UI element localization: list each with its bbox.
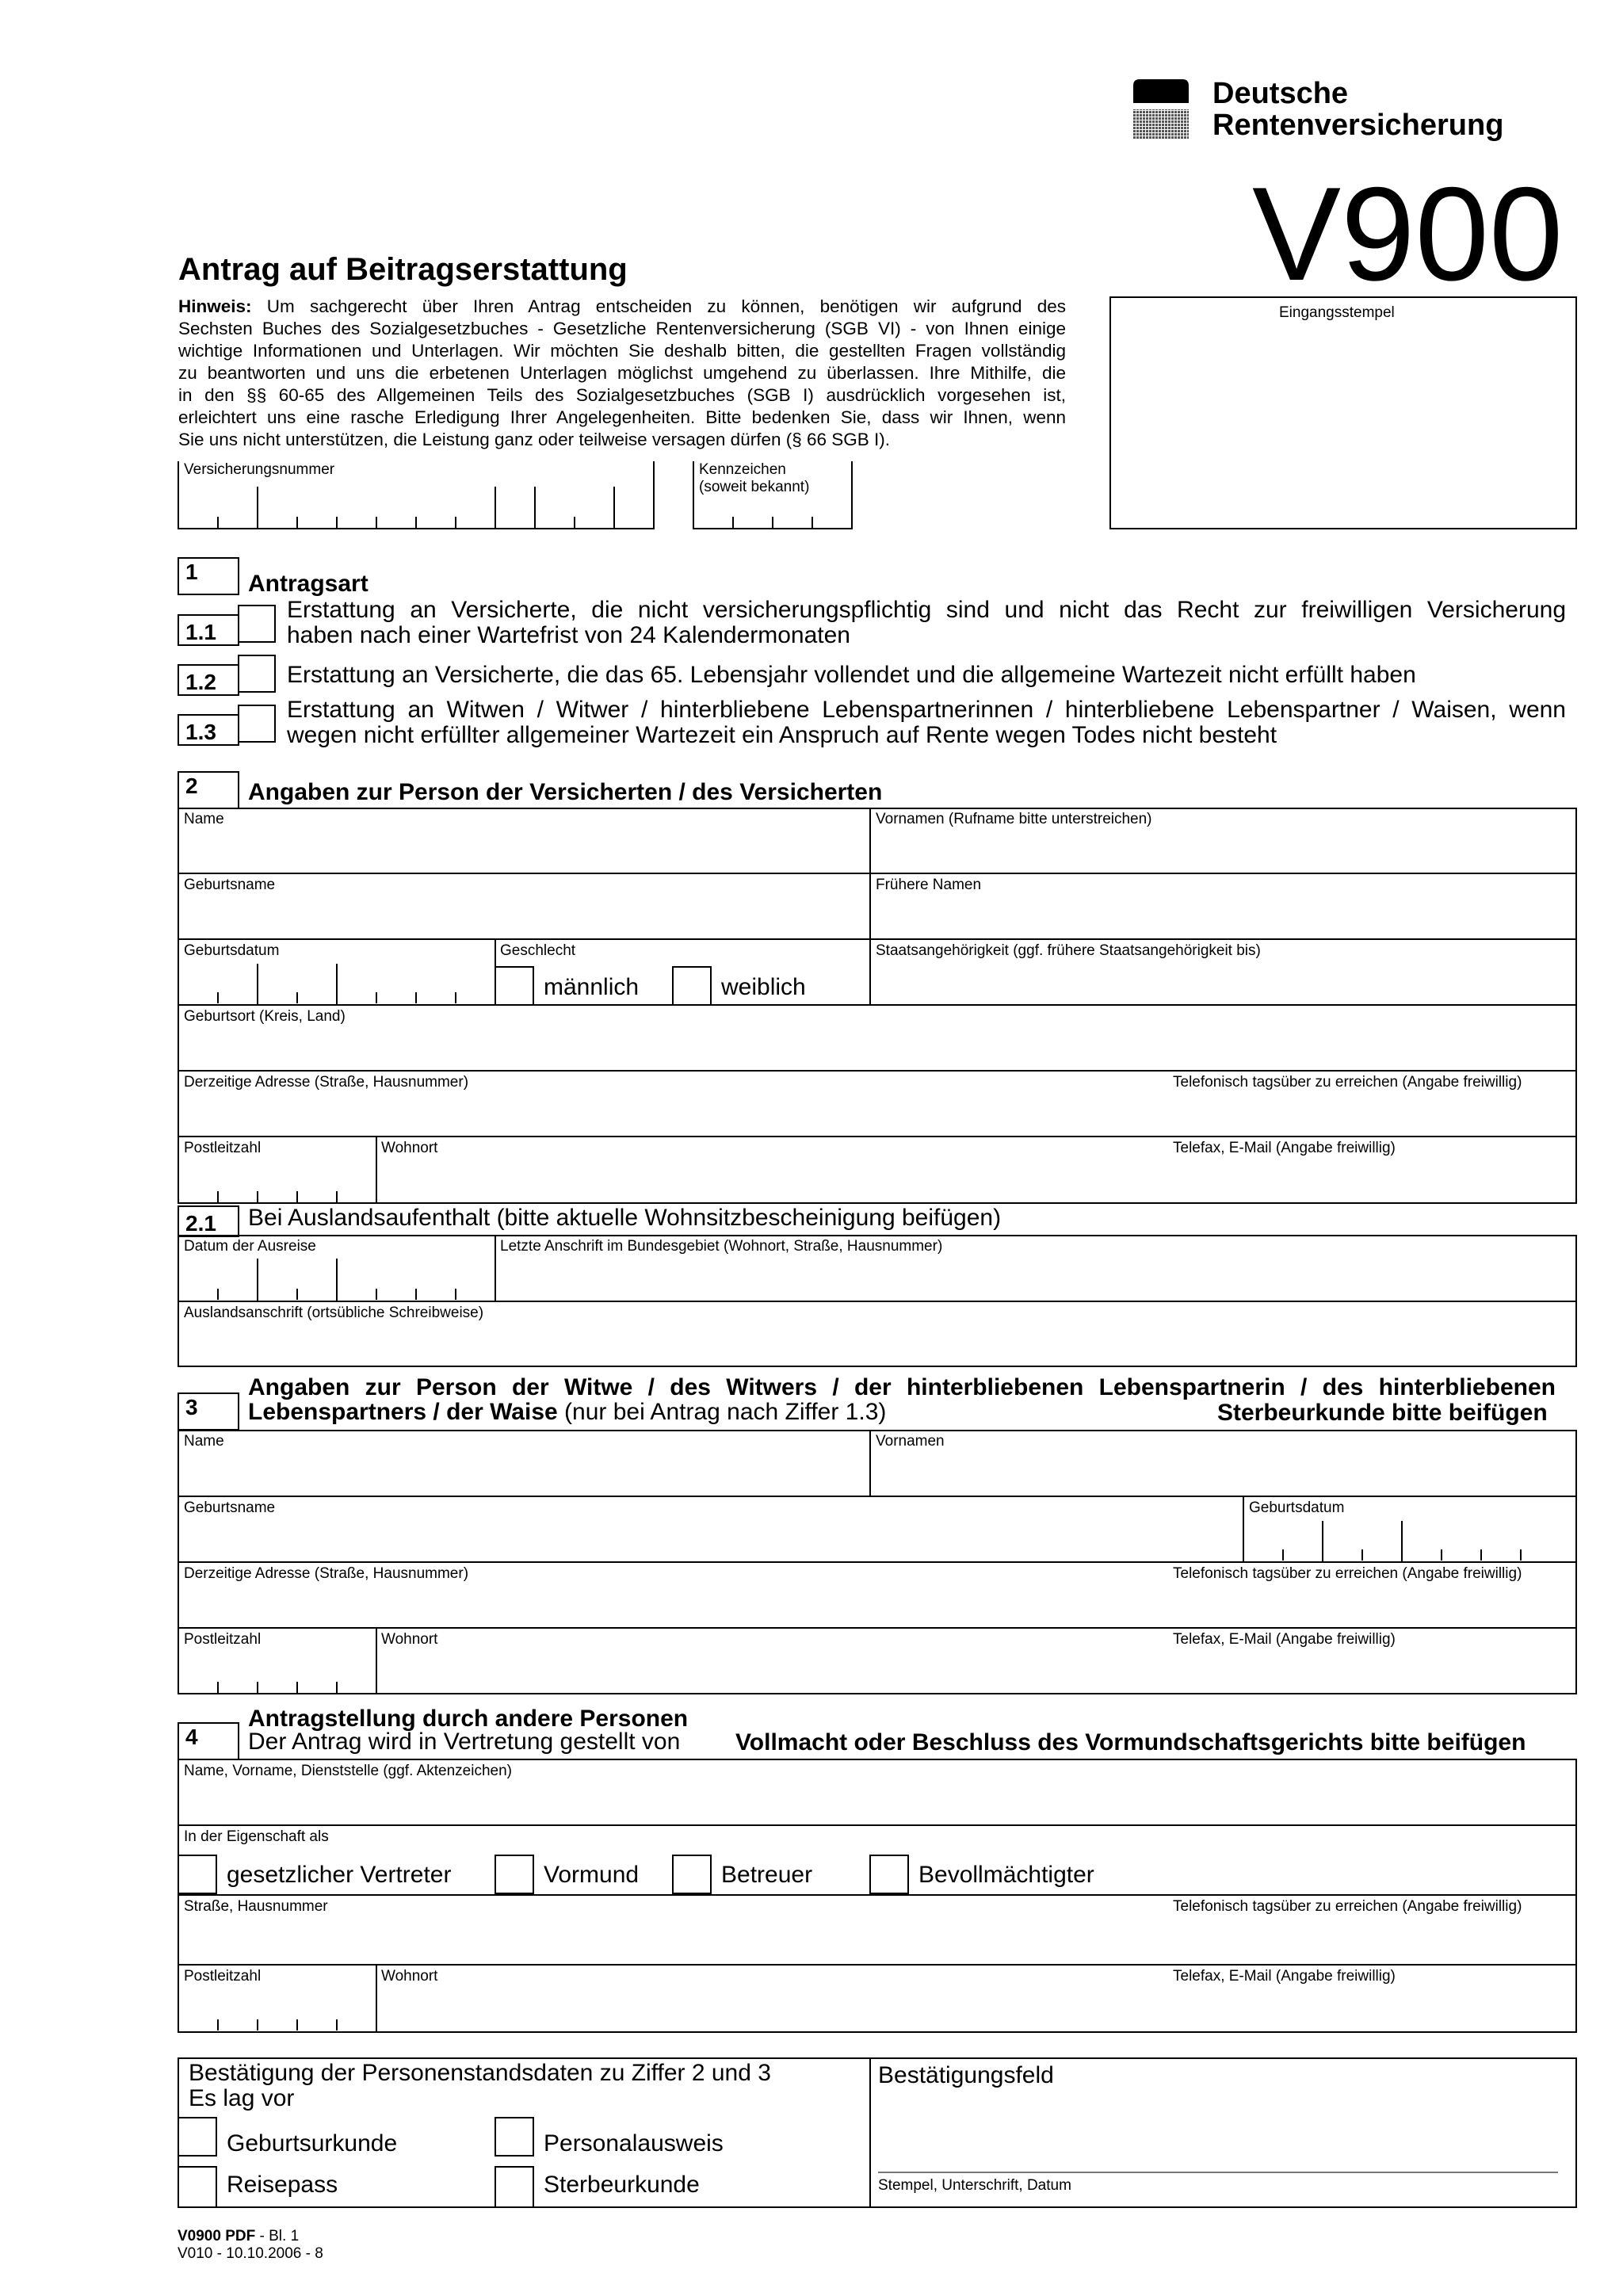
s2-vornamen-label: Vornamen (Rufname bitte unterstreichen)	[876, 811, 1152, 827]
s2-adresse-label: Derzeitige Adresse (Straße, Hausnummer)	[184, 1074, 469, 1091]
logo-line1: Deutsche	[1212, 77, 1349, 110]
section-3-number: 3	[178, 1392, 239, 1431]
s2-maennlich-checkbox[interactable]	[495, 966, 534, 1006]
s2-staatsangehoerigkeit-label: Staatsangehörigkeit (ggf. frühere Staatsangehörigkeit bis)	[876, 942, 1261, 959]
section-3-title-line2: Lebenspartners / der Waise (nur bei Antrag nach Ziffer 1.3)	[248, 1399, 887, 1425]
s3-plz-label: Postleitzahl	[184, 1631, 262, 1648]
logo	[1133, 78, 1506, 149]
s3-telefon-label: Telefonisch tagsüber zu erreichen (Angabe freiwillig)	[1173, 1565, 1522, 1582]
s2-geschlecht-label: Geschlecht	[500, 942, 576, 959]
hint-text: Hinweis: Um sachgerecht über Ihren Antrag entscheiden zu können, benötigen wir aufgrund des Sechsten Buches des Sozialgesetzbuches - Gesetzliche Rentenversicherung (SGB VI) - von Ihnen einige wichtige Informationen und Unterlagen. Wir möchten Sie deshalb bitten, die gestellten Fragen vollständig zu beantworten und uns die erbetenen Unterlagen möglichst umgehend zu überlassen. Ihre Mithilfe, die in den §§ 60-65 des Allgemeinen Teils des Sozialgesetzbuches (SGB I) ausdrücklich vorgesehen ist, erleichtert uns eine rasche Erledigung Ihrer Angelegenheiten. Bitte bedenken Sie, dass wir Ihnen, wenn Sie uns nicht unterstützen, die Leistung ganz oder teilweise versagen dürfen (§ 66 SGB I).	[178, 296, 1066, 449]
footer-version: V010 - 10.10.2006 - 8	[178, 2245, 323, 2262]
s4-bevollmaechtigter-label: Bevollmächtigter	[918, 1862, 1094, 1888]
s3-name-label: Name	[184, 1433, 224, 1450]
s2-weiblich-label: weiblich	[721, 974, 806, 1000]
option-1-2-text: Erstattung an Versicherte, die das 65. Lebensjahr vollendet und die allgemeine Wartezeit nicht erfüllt haben	[287, 662, 1416, 688]
confirm-title-line1: Bestätigung der Personenstandsdaten zu Ziffer 2 und 3	[189, 2060, 771, 2086]
s3-geburtsdatum-field[interactable]	[1243, 1496, 1577, 1563]
s2-plz-label: Postleitzahl	[184, 1140, 262, 1156]
option-1-3-text: Erstattung an Witwen / Witwer / hinterbliebene Lebenspartnerinnen / hinterbliebene Lebenspartner / Waisen, wenn wegen nicht erfüllter allgemeiner Wartezeit ein Anspruch auf Rente wegen Todes nicht besteht	[287, 697, 1566, 748]
section-1-title: Antragsart	[248, 571, 369, 597]
option-1-2-number: 1.2	[178, 664, 239, 696]
confirm-geburtsurkunde-label: Geburtsurkunde	[227, 2130, 398, 2157]
s4-gesetzlicher-vertreter-label: gesetzlicher Vertreter	[227, 1862, 452, 1888]
s4-gesetzlicher-vertreter-checkbox[interactable]	[178, 1855, 217, 1894]
s2-maennlich-label: männlich	[544, 974, 640, 1000]
s4-telefon-label: Telefonisch tagsüber zu erreichen (Angabe freiwillig)	[1173, 1898, 1522, 1915]
s3-telefax-label: Telefax, E-Mail (Angabe freiwillig)	[1173, 1631, 1396, 1648]
s2-geburtsname-label: Geburtsname	[184, 877, 276, 893]
s3-plz-field[interactable]	[178, 1627, 376, 1694]
insurance-number-label: Versicherungsnummer	[184, 461, 335, 478]
s4-strasse-label: Straße, Hausnummer	[184, 1898, 328, 1915]
s4-plz-field[interactable]	[178, 1964, 376, 2033]
s3-vornamen-label: Vornamen	[876, 1433, 945, 1450]
confirm-sterbeurkunde-checkbox[interactable]	[495, 2166, 534, 2208]
s4-name-label: Name, Vorname, Dienststelle (ggf. Aktenzeichen)	[184, 1763, 512, 1779]
s21-auslandsanschrift-label: Auslandsanschrift (ortsübliche Schreibweise)	[184, 1305, 484, 1321]
s2-wohnort-label: Wohnort	[381, 1140, 438, 1156]
option-1-1-text: Erstattung an Versicherte, die nicht versicherungspflichtig sind und nicht das Recht zur freiwilligen Versicherung haben nach einer Wartefrist von 24 Kalendermonaten	[287, 597, 1566, 648]
option-1-3-number: 1.3	[178, 714, 239, 746]
s2-name-label: Name	[184, 811, 224, 827]
section-2-number: 2	[178, 771, 239, 809]
page-title: Antrag auf Beitragserstattung	[178, 252, 628, 287]
section-2-1-number: 2.1	[178, 1205, 239, 1237]
s3-wohnort-label: Wohnort	[381, 1631, 438, 1648]
section-4-table	[178, 1759, 1577, 2033]
confirm-sterbeurkunde-label: Sterbeurkunde	[544, 2172, 700, 2198]
section-1-number: 1	[178, 557, 239, 595]
stamp-box	[1109, 296, 1577, 529]
confirm-reisepass-checkbox[interactable]	[178, 2166, 217, 2208]
option-1-1-checkbox[interactable]	[238, 605, 276, 643]
s2-telefax-label: Telefax, E-Mail (Angabe freiwillig)	[1173, 1140, 1396, 1156]
stamp-label: Eingangsstempel	[1279, 304, 1395, 321]
s4-betreuer-checkbox[interactable]	[672, 1855, 712, 1894]
section-3-note: Sterbeurkunde bitte beifügen	[1217, 1400, 1548, 1426]
confirm-reisepass-label: Reisepass	[227, 2172, 338, 2198]
section-4-number: 4	[178, 1722, 239, 1760]
s21-datum-ausreise-label: Datum der Ausreise	[184, 1238, 316, 1255]
section-2-title: Angaben zur Person der Versicherten / des Versicherten	[248, 779, 883, 805]
s2-geburtsort-label: Geburtsort (Kreis, Land)	[184, 1008, 346, 1025]
confirm-personalausweis-label: Personalausweis	[544, 2130, 724, 2157]
s4-eigenschaft-label: In der Eigenschaft als	[184, 1828, 329, 1845]
section-4-note: Vollmacht oder Beschluss des Vormundschaftsgerichts bitte beifügen	[735, 1729, 1526, 1755]
confirm-personalausweis-checkbox[interactable]	[495, 2117, 534, 2157]
logo-mark-icon	[1133, 79, 1189, 139]
s2-weiblich-checkbox[interactable]	[672, 966, 712, 1006]
logo-line2: Rentenversicherung	[1212, 109, 1504, 142]
option-1-2-checkbox[interactable]	[238, 655, 276, 693]
s3-geburtsname-label: Geburtsname	[184, 1499, 276, 1516]
confirm-geburtsurkunde-checkbox[interactable]	[178, 2117, 217, 2157]
section-2-1-title: Bei Auslandsaufenthalt (bitte aktuelle Wohnsitzbescheinigung beifügen)	[248, 1205, 1002, 1231]
s21-datum-ausreise-field[interactable]	[178, 1235, 495, 1302]
s4-telefax-label: Telefax, E-Mail (Angabe freiwillig)	[1173, 1968, 1396, 1985]
s2-geburtsdatum-field[interactable]	[178, 938, 495, 1006]
s21-letzte-anschrift-label: Letzte Anschrift im Bundesgebiet (Wohnort, Straße, Hausnummer)	[500, 1238, 943, 1255]
confirm-field-title: Bestätigungsfeld	[878, 2062, 1054, 2088]
section-3-title-line1: Angaben zur Person der Witwe / des Witwers / der hinterbliebenen Lebenspartnerin / des hinterbliebenen	[248, 1374, 1556, 1400]
hint-label: Hinweis:	[178, 296, 252, 316]
s4-bevollmaechtigter-checkbox[interactable]	[869, 1855, 909, 1894]
insurance-number-field[interactable]	[178, 461, 655, 529]
s2-geburtsdatum-label: Geburtsdatum	[184, 942, 280, 959]
confirm-title-line2: Es lag vor	[189, 2085, 295, 2111]
option-1-3-checkbox[interactable]	[238, 705, 276, 743]
s2-fruehere-namen-label: Frühere Namen	[876, 877, 982, 893]
s4-plz-label: Postleitzahl	[184, 1968, 262, 1985]
confirm-stamp-signature-label: Stempel, Unterschrift, Datum	[878, 2177, 1071, 2194]
s4-vormund-checkbox[interactable]	[495, 1855, 534, 1894]
s4-vormund-label: Vormund	[544, 1862, 640, 1888]
kennzeichen-field[interactable]	[693, 461, 853, 529]
confirm-signature-line[interactable]	[878, 2172, 1558, 2173]
s3-geburtsdatum-label: Geburtsdatum	[1249, 1499, 1345, 1516]
option-1-1-number: 1.1	[178, 614, 239, 646]
section-4-title: Antragstellung durch andere Personen	[248, 1706, 689, 1732]
s2-plz-field[interactable]	[178, 1136, 376, 1204]
s4-wohnort-label: Wohnort	[381, 1968, 438, 1985]
s3-adresse-label: Derzeitige Adresse (Straße, Hausnummer)	[184, 1565, 469, 1582]
s2-telefon-label: Telefonisch tagsüber zu erreichen (Angabe freiwillig)	[1173, 1074, 1522, 1091]
section-4-subtitle: Der Antrag wird in Vertretung gestellt von	[248, 1729, 681, 1755]
kennzeichen-label: Kennzeichen	[699, 461, 786, 478]
s4-betreuer-label: Betreuer	[721, 1862, 813, 1888]
kennzeichen-sub: (soweit bekannt)	[699, 479, 810, 495]
form-code: V900	[1252, 159, 1564, 308]
footer-code: V0900 PDF - Bl. 1	[178, 2228, 300, 2244]
